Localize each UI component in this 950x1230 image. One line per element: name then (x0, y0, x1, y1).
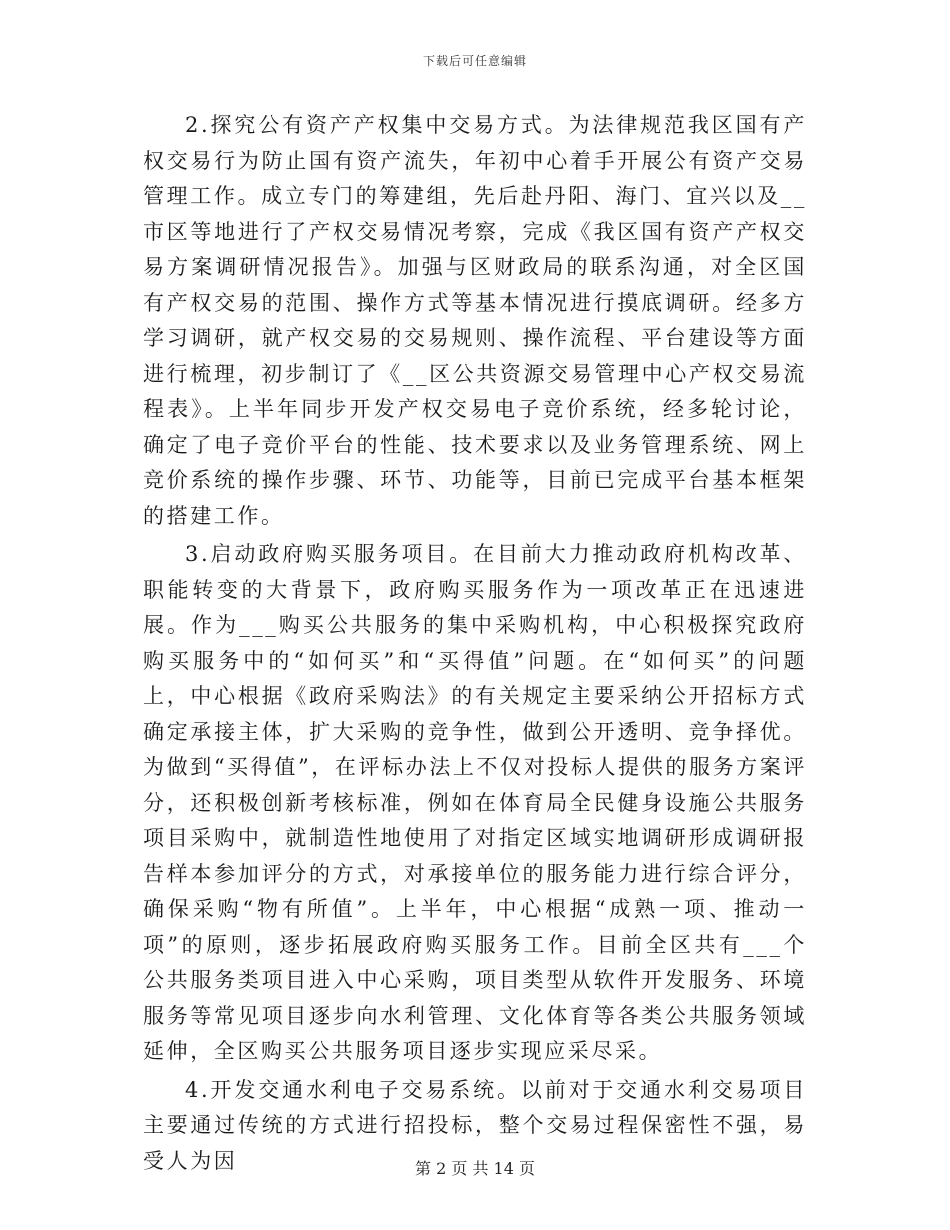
page-number-footer: 第 2 页 共 14 页 (415, 1159, 535, 1178)
paragraph-3-government-purchase: 3.启动政府购买服务项目。在目前大力推动政府机构改革、职能转变的大背景下，政府购买服务作为一项改革正在迅速进展。作为___购买公共服务的集中采购机构，中心积极探究政府购买服务中的“如何买”和“买得值”问题。在“如何买”的问题上，中心根据《政府采购法》的有关规定主要采纳公开招标方式确定承接主体，扩大采购的竞争性，做到公开透明、竞争择优。为做到“买得值”，在评标办法上不仅对投标人提供的服务方案评分，还积极创新考核标准，例如在体育局全民健身设施公共服务项目采购中，就制造性地使用了对指定区域实地调研形成调研报告样本参加评分的方式，对承接单位的服务能力进行综合评分，确保采购“物有所值”。上半年，中心根据“成熟一项、推动一项”的原则，逐步拓展政府购买服务工作。目前全区共有___个公共服务类项目进入中心采购，项目类型从软件开发服务、环境服务等常见项目逐步向水利管理、文化体育等各类公共服务领域延伸，全区购买公共服务项目逐步实现应采尽采。 (143, 542, 807, 1063)
page-header: 下载后可任意编辑 (422, 54, 527, 68)
paragraph-2-property-trading: 2.探究公有资产产权集中交易方式。为法律规范我区国有产权交易行为防止国有资产流失，年初中心着手开展公有资产交易管理工作。成立专门的筹建组，先后赴丹阳、海门、宜兴以及__市区等地进行了产权交易情况考察，完成《我区国有资产产权交易方案调研情况报告》。加强与区财政局的联系沟通，对全区国有产权交易的范围、操作方式等基本情况进行摸底调研。经多方学习调研，就产权交易的交易规则、操作流程、平台建设等方面进行梳理，初步制订了《__区公共资源交易管理中心产权交易流程表》。上半年同步开发产权交易电子竞价系统，经多轮讨论，确定了电子竞价平台的性能、技术要求以及业务管理系统、网上竞价系统的操作步骤、环节、功能等，目前已完成平台基本框架的搭建工作。 (143, 113, 807, 528)
paragraph-4-traffic-water-system: 4.开发交通水利电子交易系统。以前对于交通水利交易项目主要通过传统的方式进行招投标，整个交易过程保密性不强，易受人为因 (143, 1077, 807, 1173)
document-body (143, 108, 807, 1182)
